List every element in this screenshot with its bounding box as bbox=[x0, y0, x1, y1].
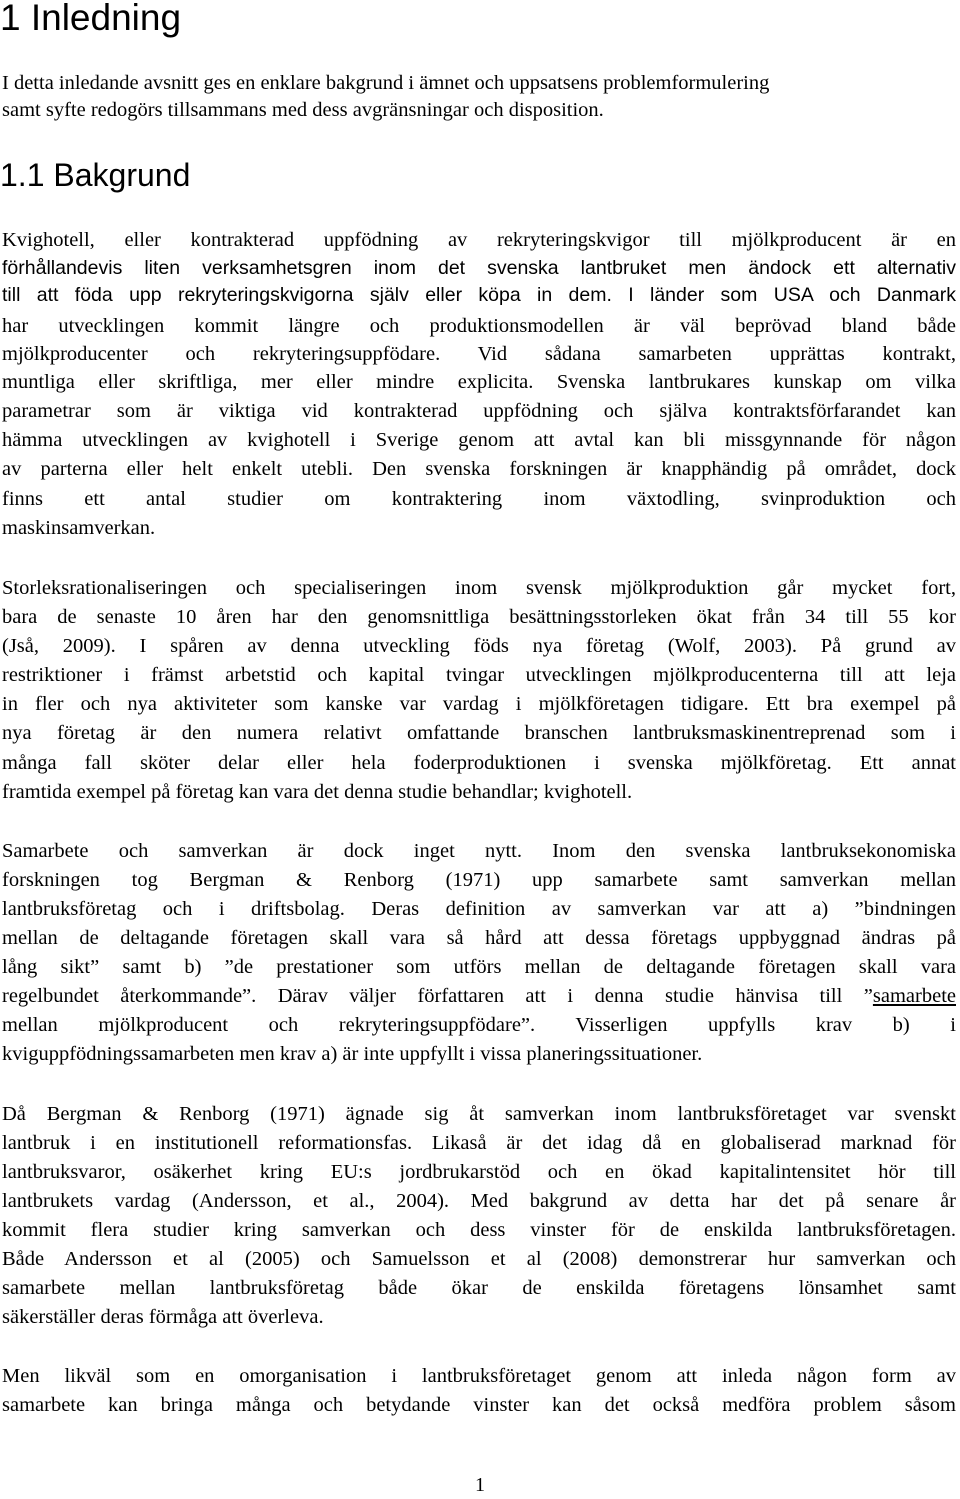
paragraph-line: restriktioner i främst arbetstid och kapital tvingar utvecklingen mjölkproducenterna till att leja bbox=[2, 664, 956, 686]
paragraph-line: in fler och nya aktiviteter som kanske var vardag i mjölkföretagen tidigare. Ett bra exempel på bbox=[2, 693, 956, 715]
section-heading: 1.1 Bakgrund bbox=[0, 157, 191, 193]
paragraph-line: kviguppfödningssamarbeten men krav a) är inte uppfyllt i vissa planeringssituationer. bbox=[2, 1043, 703, 1065]
paragraph-line: Men likväl som en omorganisation i lantbruksföretaget genom att inleda någon form av bbox=[2, 1365, 956, 1387]
paragraph-line: framtida exempel på företag kan vara det denna studie behandlar; kvighotell. bbox=[2, 781, 633, 803]
underlined-term: samarbete bbox=[872, 985, 956, 1007]
page-number: 1 bbox=[475, 1474, 485, 1496]
paragraph-line: många fall sköter delar eller hela foderproduktionen i svenska mjölkföretag. Ett annat bbox=[2, 752, 956, 774]
paragraph-line: forskningen tog Bergman & Renborg (1971) upp samarbete samt samverkan mellan bbox=[2, 869, 956, 891]
paragraph-line: mellan mjölkproducent och rekryteringsuppfödare”. Visserligen uppfylls krav b) i bbox=[2, 1014, 956, 1036]
paragraph-line: parametrar som är viktiga vid kontrakterad uppfödning och själva kontraktsförfarandet kan bbox=[2, 400, 956, 422]
intro-line: I detta inledande avsnitt ges en enklare bakgrund i ämnet och uppsatsens problemformulering bbox=[2, 72, 770, 94]
paragraph-line: Kvighotell, eller kontrakterad uppfödning av rekryteringskvigor till mjölkproducent är en bbox=[2, 229, 956, 251]
paragraph-line: maskinsamverkan. bbox=[2, 517, 156, 539]
paragraph-line: hämma utvecklingen av kvighotell i Sverige genom att avtal kan bli missgynnande för någon bbox=[2, 429, 956, 451]
paragraph-line: lantbrukets vardag (Andersson, et al., 2004). Med bakgrund av detta har det på senare år bbox=[2, 1190, 956, 1212]
paragraph-line: av parterna eller helt enkelt utebli. Den svenska forskningen är knapphändig på området, dock bbox=[2, 458, 956, 480]
paragraph-line: förhållandevis liten verksamhetsgren inom det svenska lantbruket men ändock ett alternativ bbox=[2, 257, 956, 279]
chapter-heading: 1 Inledning bbox=[0, 0, 182, 38]
paragraph-line: till att föda upp rekryteringskvigorna själv eller köpa in dem. I länder som USA och Danmark bbox=[2, 284, 956, 306]
paragraph-line: bara de senaste 10 åren har den genomsnittliga besättningsstorleken ökat från 34 till 55 kor bbox=[2, 606, 956, 628]
paragraph-line: (Jså, 2009). I spåren av denna utveckling föds nya företag (Wolf, 2003). På grund av bbox=[2, 635, 956, 657]
paragraph-line: samarbete mellan lantbruksföretag både ökar de enskilda företagens lönsamhet samt bbox=[2, 1277, 956, 1299]
paragraph-line: Då Bergman & Renborg (1971) ägnade sig åt samverkan inom lantbruksföretaget var svenskt bbox=[2, 1103, 956, 1125]
paragraph-line: Både Andersson et al (2005) och Samuelsson et al (2008) demonstrerar hur samverkan och bbox=[2, 1248, 956, 1270]
paragraph-line: mellan de deltagande företagen skall vara så hård att dessa företags uppbyggnad ändras på bbox=[2, 927, 956, 949]
paragraph-line: lantbruk i en institutionell reformationsfas. Likaså är det idag då en globaliserad marknad för bbox=[2, 1132, 956, 1154]
paragraph-line: lantbruksföretag och i driftsbolag. Deras definition av samverkan var att a) ”bindningen bbox=[2, 898, 956, 920]
paragraph-line: samarbete kan bringa många och betydande vinster kan det också medföra problem såsom bbox=[2, 1394, 956, 1416]
paragraph-line: har utvecklingen kommit längre och produktionsmodellen är väl beprövad bland både bbox=[2, 315, 956, 337]
paragraph-line: Storleksrationaliseringen och specialiseringen inom svensk mjölkproduktion går mycket fort, bbox=[2, 577, 956, 599]
paragraph-line: muntliga eller skriftliga, mer eller mindre explicita. Svenska lantbrukares kunskap om vilka bbox=[2, 371, 956, 393]
intro-line: samt syfte redogörs tillsammans med dess avgränsningar och disposition. bbox=[2, 99, 604, 121]
paragraph-line: lång sikt” samt b) ”de prestationer som utförs mellan de deltagande företagen skall vara bbox=[2, 956, 956, 978]
paragraph-line bbox=[2, 983, 956, 1010]
paragraph-line: mjölkproducenter och rekryteringsuppfödare. Vid sådana samarbeten upprättas kontrakt, bbox=[2, 343, 956, 365]
paragraph-line-text: regelbundet återkommande”. Därav väljer författaren att i denna studie hänvisa till ” bbox=[2, 985, 873, 1007]
paragraph-line: Samarbete och samverkan är dock inget nytt. Inom den svenska lantbruksekonomiska bbox=[2, 840, 956, 862]
paragraph-line: säkerställer deras förmåga att överleva. bbox=[2, 1306, 324, 1328]
paragraph-line: finns ett antal studier om kontraktering inom växtodling, svinproduktion och bbox=[2, 488, 956, 510]
paragraph-line: kommit flera studier kring samverkan och dess vinster för de enskilda lantbruksföretagen. bbox=[2, 1219, 956, 1241]
paragraph-line: nya företag är den numera relativt omfattande branschen lantbruksmaskinentreprenad som i bbox=[2, 722, 956, 744]
paragraph-line: lantbruksvaror, osäkerhet kring EU:s jordbrukarstöd och en ökad kapitalintensitet hör till bbox=[2, 1161, 956, 1183]
